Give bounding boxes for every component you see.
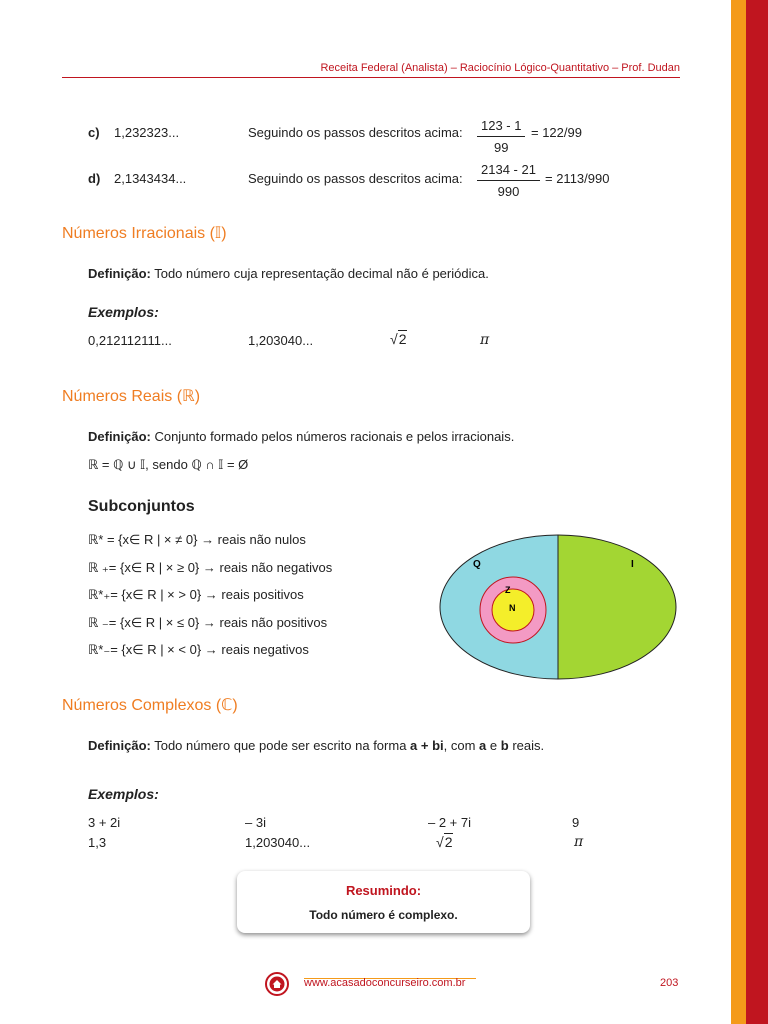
irracionais-def-label: Definição: (88, 266, 151, 281)
complexos-examples-title: Exemplos: (88, 786, 159, 802)
complexos-row2-col1: 1,3 (88, 835, 107, 850)
irracionais-example-2: 1,203040... (248, 333, 314, 348)
summary-title: Resumindo: (345, 883, 422, 898)
item-d-label: d) (88, 171, 101, 186)
irracionais-definition (88, 266, 489, 281)
subconjunto-item-1: ℝ* = {x∈ R | × ≠ 0} → reais não nulos (88, 532, 306, 547)
complexos-row1-col3: – 2 + 7i (428, 815, 472, 830)
set-i-label: I (631, 559, 634, 570)
subconjunto-item-4: ℝ ₋= {x∈ R | × ≤ 0} → reais não positivos (88, 615, 328, 630)
irracionais-example-1: 0,212112111... (88, 333, 172, 348)
complexos-def-text-2: , com (443, 738, 480, 753)
item-c-denominator: 99 (494, 140, 509, 155)
irracionais-def-text: Todo número cuja representação decimal não é periódica. (150, 266, 489, 281)
reais-definition (88, 429, 514, 444)
house-logo-icon (265, 972, 289, 996)
item-d-result: = 2113/990 (545, 171, 610, 186)
subconjunto-item-2: ℝ ₊= {x∈ R | × ≥ 0} → reais não negativos (88, 560, 333, 575)
subconjunto-item-5: ℝ*₋= {x∈ R | × < 0} → reais negativos (88, 642, 309, 657)
summary-text: Todo número é complexo. (309, 908, 458, 922)
header-divider (62, 77, 680, 78)
reais-def-label: Definição: (88, 429, 151, 444)
set-n-label: N (509, 603, 516, 613)
set-z-label: Z (505, 585, 511, 595)
side-bar-red (746, 0, 768, 1024)
item-d-text: Seguindo os passos descritos acima: (248, 171, 463, 186)
complexos-def-bold-1: a + bi (410, 738, 444, 753)
item-d-numerator: 2134 - 21 (477, 162, 540, 181)
footer-url-link[interactable]: www.acasadoconcurseiro.com.br (304, 977, 466, 989)
irracionais-examples-title: Exemplos: (88, 304, 159, 320)
complexos-def-label: Definição: (88, 738, 151, 753)
sets-diagram (438, 532, 678, 682)
item-c-label: c) (88, 125, 100, 140)
complexos-def-bold-3: b (500, 738, 509, 753)
irracionais-heading: Números Irracionais (𝕀) (62, 225, 227, 242)
item-c-value: 1,232323... (114, 125, 180, 140)
complexos-row1-col1: 3 + 2i (88, 815, 121, 830)
irracionais-example-sqrt: √2 (390, 331, 407, 347)
side-bar-orange (731, 0, 746, 1024)
complexos-def-text-3: e (486, 738, 501, 753)
reais-formula: ℝ = ℚ ∪ 𝕀, sendo ℚ ∩ 𝕀 = Ø (88, 457, 249, 472)
complexos-row1-col2: – 3i (245, 815, 266, 830)
reais-heading: Números Reais (ℝ) (62, 388, 201, 405)
complexos-row2-col4: π (574, 834, 584, 850)
page-number: 203 (660, 977, 679, 989)
item-d-fraction (477, 162, 540, 199)
item-c-text: Seguindo os passos descritos acima: (248, 125, 463, 140)
irracionais-example-3: 2 (398, 331, 407, 347)
complexos-row2-col3: 2 (444, 834, 453, 850)
item-c-numerator: 123 - 1 (477, 118, 525, 137)
complexos-def-bold-2: a (479, 738, 487, 753)
complexos-def-text-1: Todo número que pode ser escrito na forma (150, 738, 411, 753)
item-c-fraction (477, 118, 525, 155)
irracionais-example-4: π (480, 332, 490, 348)
complexos-row2-sqrt: √2 (436, 834, 453, 850)
reais-def-text: Conjunto formado pelos números racionais e pelos irracionais. (150, 429, 515, 444)
item-c-result: = 122/99 (531, 125, 582, 140)
header-title: Receita Federal (Analista) – Raciocínio Lógico-Quantitativo – Prof. Dudan (320, 62, 680, 74)
subconjunto-item-3: ℝ*₊= {x∈ R | × > 0} → reais positivos (88, 587, 304, 602)
complexos-def-text-4: reais. (508, 738, 545, 753)
set-q-label: Q (473, 559, 481, 570)
summary-box (237, 871, 530, 933)
subconjuntos-heading: Subconjuntos (88, 498, 195, 515)
item-d-denominator: 990 (497, 184, 520, 199)
complexos-row1-col4: 9 (572, 815, 580, 830)
complexos-row2-col2: 1,203040... (245, 835, 311, 850)
complexos-heading: Números Complexos (ℂ) (62, 697, 238, 714)
item-d-value: 2,1343434... (114, 171, 187, 186)
complexos-definition (88, 738, 544, 753)
